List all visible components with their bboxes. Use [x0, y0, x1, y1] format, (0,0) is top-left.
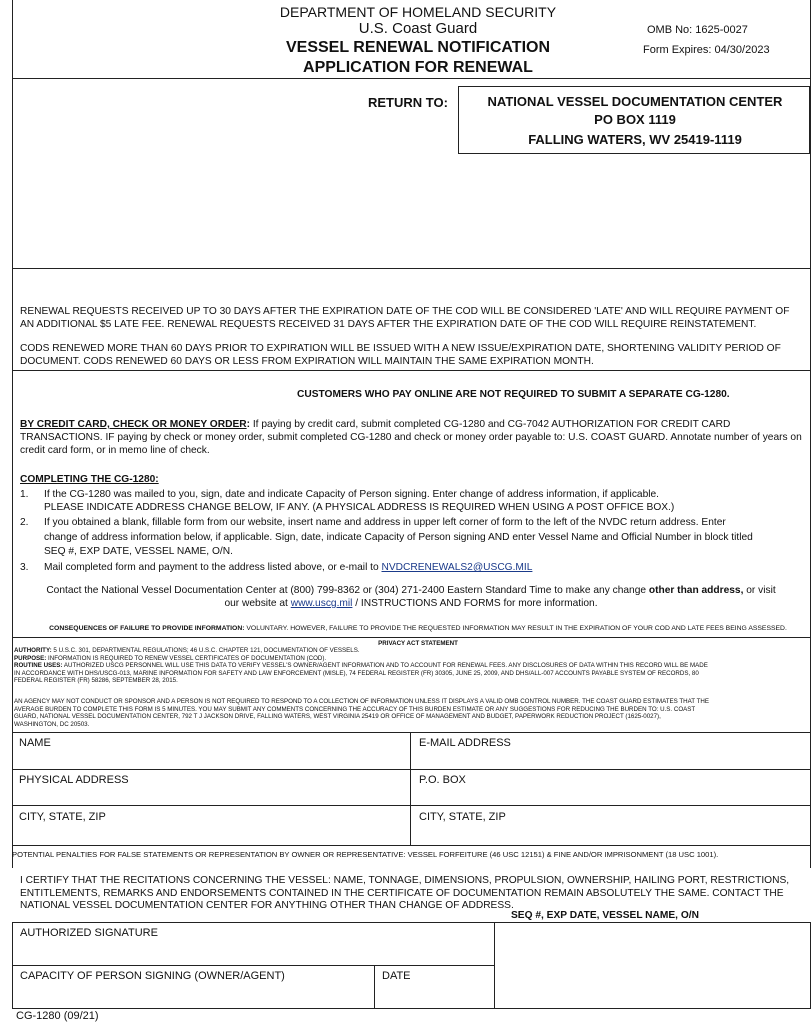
- return-address-line2: PO BOX 1119: [594, 112, 676, 127]
- city-state-zip-label: CITY, STATE, ZIP: [19, 811, 106, 823]
- authorized-signature-label: AUTHORIZED SIGNATURE: [20, 927, 158, 939]
- address-grid-bottom: [12, 845, 811, 846]
- burden-line: AVERAGE BURDEN TO COMPLETE THIS FORM IS 5 MINUTES. YOU MAY SUBMIT ANY COMMENTS CONCERNING THE ACCURACY OF THIS BURDEN ESTIMATE OR ANY SUGGESTIONS FOR REDUCING THE BURDEN TO: U.S. COAST: [14, 705, 696, 713]
- list-number: 2.: [20, 517, 29, 528]
- return-address-line1: NATIONAL VESSEL DOCUMENTATION CENTER: [487, 94, 783, 109]
- authorized-signature-field[interactable]: [13, 923, 493, 964]
- consequences-text: VOLUNTARY. HOWEVER, FAILURE TO PROVIDE THE REQUESTED INFORMATION MAY RESULT IN THE EXPIRATION OF YOUR COD AND LATE FEES BEING ASSESSED.: [244, 625, 787, 632]
- certification-statement: [20, 875, 805, 913]
- burden-line: GUARD, NATIONAL VESSEL DOCUMENTATION CENTER, 792 T J JACKSON DRIVE, FALLING WATERS, WEST VIRGINIA 25419 OR OFFICE OF MANAGEMENT AND BUDGET, PAPERWORK REDUCTION PROJECT (1625-0027),: [14, 713, 661, 721]
- capacity-field[interactable]: [13, 966, 373, 1007]
- authority-label: AUTHORITY:: [14, 647, 52, 654]
- list-text: change of address information below, if applicable. Sign, date, indicate Capacity of Person signing AND enter Vessel Name and Official Number in block titled: [44, 531, 753, 543]
- privacy-routine-uses-cont: IN ACCORDANCE WITH DHS/USCG-013, MARINE INFORMATION FOR SAFETY AND LAW ENFORCEMENT (MISLE), 74 FEDERAL REGISTER (FR) 30305, JUNE 25, 2009, AND DHS/ALL-007 ACCOUNTS PAYABLE SYSTEM OF RECORDS, 80: [14, 669, 699, 677]
- sender-address-area[interactable]: [14, 160, 354, 260]
- privacy-heading: PRIVACY ACT STATEMENT: [378, 640, 458, 647]
- form-border-right: [810, 0, 811, 868]
- authority-text: 5 U.S.C. 301, DEPARTMENTAL REGULATIONS; 46 U.S.C. CHAPTER 121, DOCUMENTATION OF VESSELS.: [51, 647, 360, 654]
- form-title: VESSEL RENEWAL NOTIFICATION: [285, 39, 551, 56]
- list-text: If you obtained a blank, fillable form from our website, insert name and address in upper left corner of form to the left of the NVDC return address. Enter: [44, 517, 726, 528]
- capacity-label: CAPACITY OF PERSON SIGNING (OWNER/AGENT): [20, 970, 285, 982]
- burden-statement: [14, 698, 810, 728]
- return-to-label: RETURN TO:: [368, 95, 448, 110]
- certification-line: I CERTIFY THAT THE RECITATIONS CONCERNING THE VESSEL: NAME, TONNAGE, DIMENSIONS, PROPULSION, OWNERSHIP, HAILING PORT, RESTRICTIONS,: [20, 875, 790, 886]
- city-state-zip-field[interactable]: [13, 806, 409, 844]
- physical-address-label: PHYSICAL ADDRESS: [19, 774, 129, 786]
- list-number: 3.: [20, 562, 29, 573]
- privacy-authority: [14, 647, 810, 655]
- privacy-routine-uses: [14, 662, 810, 670]
- date-field[interactable]: [375, 966, 493, 1007]
- website-text-end: / INSTRUCTIONS AND FORMS for more information.: [352, 598, 598, 609]
- burden-line: WASHINGTON, DC 20503.: [14, 720, 90, 728]
- physical-address-field[interactable]: [13, 770, 409, 804]
- contact-text-end: or visit: [743, 585, 776, 596]
- certification-line: ENTITLEMENTS, REMARKS AND ENDORSEMENTS CONTAINED IN THE CERTIFICATE OF DOCUMENTATION REMAIN ABSOLUTELY THE SAME. CONTACT THE: [20, 887, 784, 899]
- late-fee-notice: RENEWAL REQUESTS RECEIVED UP TO 30 DAYS AFTER THE EXPIRATION DATE OF THE COD WILL BE CONSIDERED 'LATE' AND WILL REQUIRE PAYMENT OF AN ADDITIONAL $5 LATE FEE. RENEWAL REQUESTS RECEIVED 31 DAYS AFTER THE EXPIRATION DATE OF THE COD WILL REQUIRE REINSTATEMENT.: [20, 306, 790, 330]
- list-text: PLEASE INDICATE ADDRESS CHANGE BELOW, IF ANY. (A PHYSICAL ADDRESS IS REQUIRED WHEN USING A POST OFFICE BOX.): [44, 502, 675, 513]
- renewal-email-link[interactable]: NVDCRENEWALS2@USCG.MIL: [381, 562, 533, 573]
- po-box-field[interactable]: [411, 770, 809, 804]
- purpose-label: PURPOSE:: [14, 654, 47, 662]
- privacy-purpose: [14, 655, 810, 663]
- payment-instructions: [20, 418, 805, 457]
- online-payment-note: CUSTOMERS WHO PAY ONLINE ARE NOT REQUIRED TO SUBMIT A SEPARATE CG-1280.: [297, 389, 730, 400]
- return-address-box: [458, 86, 810, 154]
- routine-uses-text: AUTHORIZED USCG PERSONNEL WILL USE THIS DATA TO VERIFY VESSEL'S OWNER/AGENT INFORMATION AND TO ACCOUNT FOR RENEWAL FEES. ANY DISCLOSURES OF DATA WITHIN THIS RECORD WILL BE MADE: [62, 662, 708, 670]
- instructions-rule: [12, 637, 811, 638]
- website-text: our website at: [224, 598, 291, 609]
- certification-line: NATIONAL VESSEL DOCUMENTATION CENTER FOR ANYTHING OTHER THAN CHANGE OF ADDRESS.: [20, 900, 514, 911]
- header-rule: [12, 78, 811, 79]
- form-expiration: Form Expires: 04/30/2023: [643, 44, 770, 56]
- consequences-label: CONSEQUENCES OF FAILURE TO PROVIDE INFORMATION:: [49, 625, 245, 632]
- po-city-state-zip-label: CITY, STATE, ZIP: [419, 811, 506, 823]
- form-subtitle: APPLICATION FOR RENEWAL: [303, 59, 533, 76]
- website-line: [16, 597, 806, 610]
- signature-block-bottom: [12, 1008, 811, 1009]
- purpose-text: INFORMATION IS REQUIRED TO RENEW VESSEL CERTIFICATES OF DOCUMENTATION (COD).: [46, 654, 327, 662]
- payment-heading-colon: :: [246, 419, 251, 430]
- privacy-routine-uses-cont: FEDERAL REGISTER (FR) 58286, SEPTEMBER 28, 2015.: [14, 677, 178, 685]
- list-number: 1.: [20, 489, 29, 500]
- list-text: If the CG-1280 was mailed to you, sign, date and indicate Capacity of Person signing. Enter change of address information, if applicable.: [44, 489, 660, 500]
- seq-label: SEQ #, EXP DATE, VESSEL NAME, O/N: [511, 910, 699, 921]
- privacy-statement: [14, 647, 810, 685]
- renewal-timing-notice: CODS RENEWED MORE THAN 60 DAYS PRIOR TO EXPIRATION WILL BE ISSUED WITH A NEW ISSUE/EXPIRATION DATE, SHORTENING VALIDITY PERIOD OF DOCUMENT. CODS RENEWED 60 DAYS OR LESS FROM EXPIRATION WILL MAINTAIN THE SAME EXPIRATION MONTH.: [20, 343, 781, 367]
- email-field[interactable]: [411, 733, 809, 768]
- return-address-line3: FALLING WATERS, WV 25419-1119: [528, 132, 742, 147]
- email-label: E-MAIL ADDRESS: [419, 737, 511, 749]
- department-title: DEPARTMENT OF HOMELAND SECURITY: [279, 4, 557, 20]
- contact-emphasis: other than address,: [648, 585, 744, 596]
- contact-text: Contact the National Vessel Documentation Center at (800) 799-8362 or (304) 271-2400 Eastern Standard Time to make any change: [46, 585, 649, 596]
- return-section-rule: [12, 268, 811, 269]
- date-label: DATE: [382, 970, 411, 982]
- contact-info: [16, 584, 806, 610]
- payment-heading: BY CREDIT CARD, CHECK OR MONEY ORDER: [20, 419, 247, 430]
- omb-number: OMB No: 1625-0027: [647, 24, 748, 36]
- name-field[interactable]: [13, 733, 409, 768]
- seq-vessel-field[interactable]: [495, 923, 809, 1007]
- name-label: NAME: [19, 737, 51, 749]
- form-number: CG-1280 (09/21): [16, 1010, 99, 1022]
- burden-line: AN AGENCY MAY NOT CONDUCT OR SPONSOR AND A PERSON IS NOT REQUIRED TO RESPOND TO A COLLECTION OF INFORMATION UNLESS IT DISPLAYS A VALID OMB CONTROL NUMBER. THE COAST GUARD ESTIMATES THAT THE: [14, 698, 709, 705]
- website-link[interactable]: www.uscg.mil: [290, 598, 353, 609]
- signature-block-right: [810, 922, 811, 1009]
- routine-uses-label: ROUTINE USES:: [14, 662, 63, 670]
- contact-line: [16, 584, 806, 597]
- po-box-label: P.O. BOX: [419, 774, 466, 786]
- notices-rule: [12, 370, 811, 371]
- list-text: SEQ #, EXP DATE, VESSEL NAME, O/N.: [44, 546, 233, 557]
- payment-text: If paying by credit card, submit completed CG-1280 and CG-7042 AUTHORIZATION FOR CREDIT CARD TRANSACTIONS. IF paying by check or money order, submit completed CG-1280 and check or money order payable to: U.S. COAST GUARD. Annotate number of years on credit card form, or in memo line of check.: [20, 419, 802, 456]
- list-text: Mail completed form and payment to the address listed above, or e-mail to: [44, 562, 382, 573]
- po-city-state-zip-field[interactable]: [411, 806, 809, 844]
- agency-title: U.S. Coast Guard: [358, 20, 478, 37]
- penalties-statement: POTENTIAL PENALTIES FOR FALSE STATEMENTS OR REPRESENTATION BY OWNER OR REPRESENTATIVE: VESSEL FORFEITURE (46 USC 12151) & FINE AND/OR IMPRISONMENT (18 USC 1001).: [12, 850, 719, 859]
- consequences-statement: [0, 624, 812, 633]
- completing-heading: COMPLETING THE CG-1280:: [20, 474, 159, 485]
